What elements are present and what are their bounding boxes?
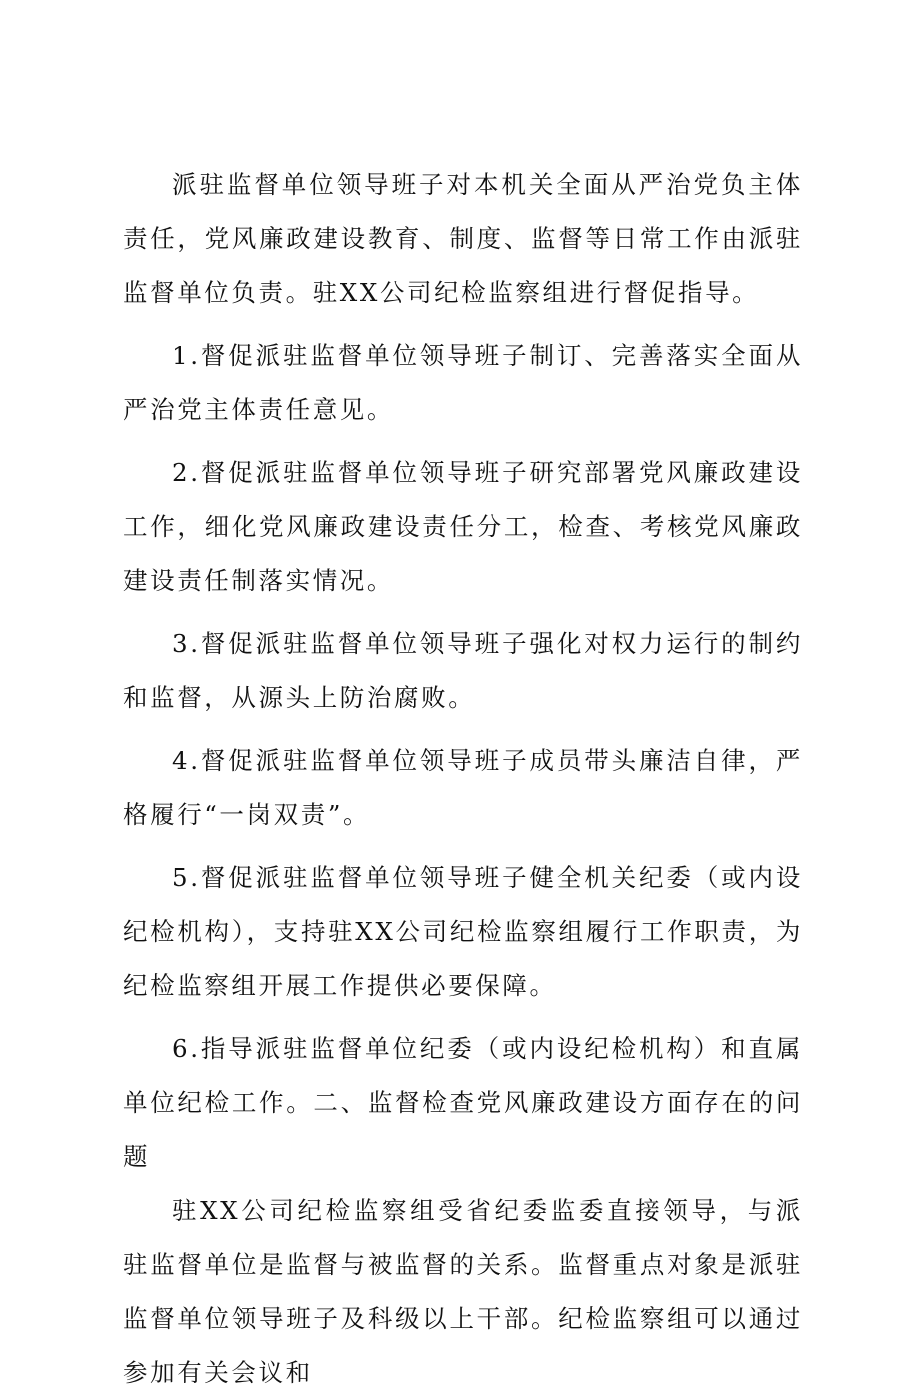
paragraph-item-2: 2.督促派驻监督单位领导班子研究部署党风廉政建设工作，细化党风廉政建设责任分工，检查、考核党风廉政建设责任制落实情况。 — [123, 458, 803, 595]
paragraph-item-5: 5.督促派驻监督单位领导班子健全机关纪委（或内设纪检机构），支持驻XX公司纪检监察组履行工作职责，为纪检监察组开展工作提供必要保障。 — [123, 863, 803, 1000]
paragraph-item-1: 1.督促派驻监督单位领导班子制订、完善落实全面从严治党主体责任意见。 — [123, 341, 803, 424]
paragraph-item-4: 4.督促派驻监督单位领导班子成员带头廉洁自律，严格履行“一岗双责”。 — [123, 746, 803, 829]
document-body — [123, 158, 803, 1400]
paragraph-supervision: 驻XX公司纪检监察组受省纪委监委直接领导，与派驻监督单位是监督与被监督的关系。监督重点对象是派驻监督单位领导班子及科级以上干部。纪检监察组可以通过参加有关会议和 — [123, 1196, 803, 1387]
paragraph-intro: 派驻监督单位领导班子对本机关全面从严治党负主体责任，党风廉政建设教育、制度、监督等日常工作由派驻监督单位负责。驻XX公司纪检监察组进行督促指导。 — [123, 170, 803, 307]
paragraph-item-3: 3.督促派驻监督单位领导班子强化对权力运行的制约和监督，从源头上防治腐败。 — [123, 629, 803, 712]
paragraph-item-6: 6.指导派驻监督单位纪委（或内设纪检机构）和直属单位纪检工作。二、监督检查党风廉政建设方面存在的问题 — [123, 1034, 803, 1171]
